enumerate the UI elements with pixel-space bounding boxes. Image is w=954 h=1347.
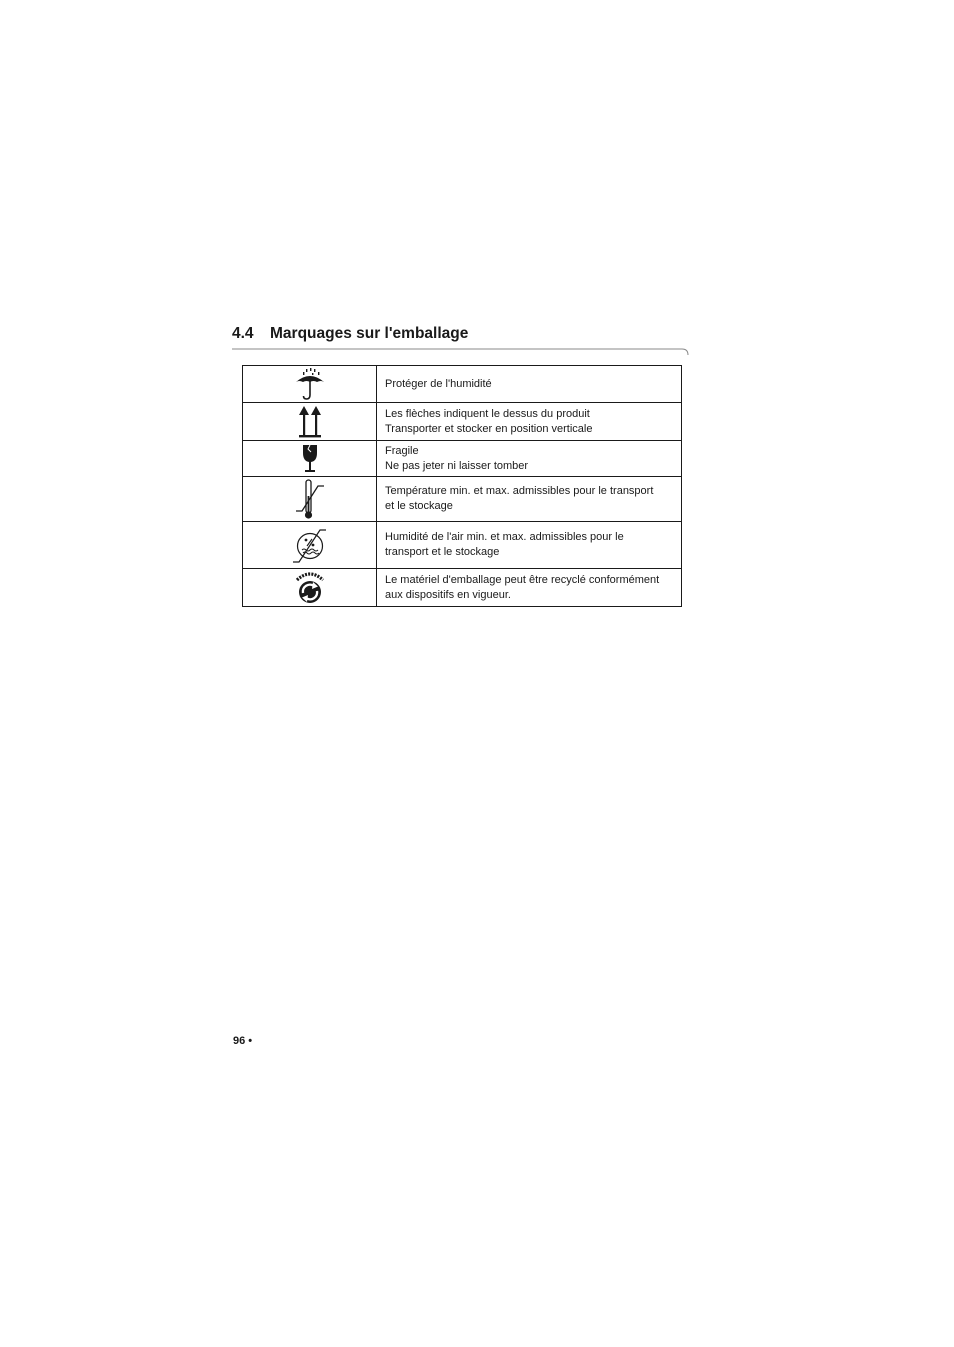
umbrella-rain-icon <box>292 367 328 401</box>
arrows-up-icon <box>298 405 322 439</box>
table-row <box>243 403 682 441</box>
description-line: Humidité de l'air min. et max. admissibles pour le <box>385 531 624 543</box>
temperature-limit-icon <box>294 478 326 520</box>
description-cell <box>377 522 682 569</box>
description-line: Protéger de l'humidité <box>385 377 492 390</box>
description-cell <box>377 477 682 522</box>
description-line: Fragile <box>385 444 419 457</box>
description-line: Les flèches indiquent le dessus du produit <box>385 407 590 420</box>
description-line: Ne pas jeter ni laisser tomber <box>385 459 529 472</box>
packaging-markings-table <box>242 365 682 607</box>
icon-cell <box>243 477 377 522</box>
description-line: et le stockage <box>385 500 453 512</box>
table-row <box>243 366 682 403</box>
description-line: aux dispositifs en vigueur. <box>385 588 511 601</box>
description-cell <box>377 403 682 441</box>
icon-cell <box>243 403 377 441</box>
section-title: Marquages sur l'emballage <box>270 325 469 342</box>
icon-cell <box>243 569 377 607</box>
description-cell <box>377 441 682 477</box>
fragile-glass-icon <box>300 443 320 475</box>
icon-cell <box>243 366 377 403</box>
table-row <box>243 477 682 522</box>
table-row <box>243 569 682 607</box>
section-number: 4.4 <box>232 325 254 342</box>
description-line: Transporter et stocker en position verticale <box>385 422 593 435</box>
table-row <box>243 441 682 477</box>
description-line: Température min. et max. admissibles pour le transport <box>385 485 654 497</box>
heading-rule <box>232 343 690 359</box>
icon-cell <box>243 522 377 569</box>
humidity-limit-icon <box>292 524 328 566</box>
description-cell <box>377 366 682 403</box>
section-heading <box>232 323 468 345</box>
table-row <box>243 522 682 569</box>
page-number: 96 • <box>233 1035 253 1047</box>
icon-cell <box>243 441 377 477</box>
description-line: Le matériel d'emballage peut être recyclé conformément <box>385 573 660 586</box>
green-dot-recycle-icon <box>292 571 328 605</box>
description-line: transport et le stockage <box>385 546 500 558</box>
description-cell <box>377 569 682 607</box>
